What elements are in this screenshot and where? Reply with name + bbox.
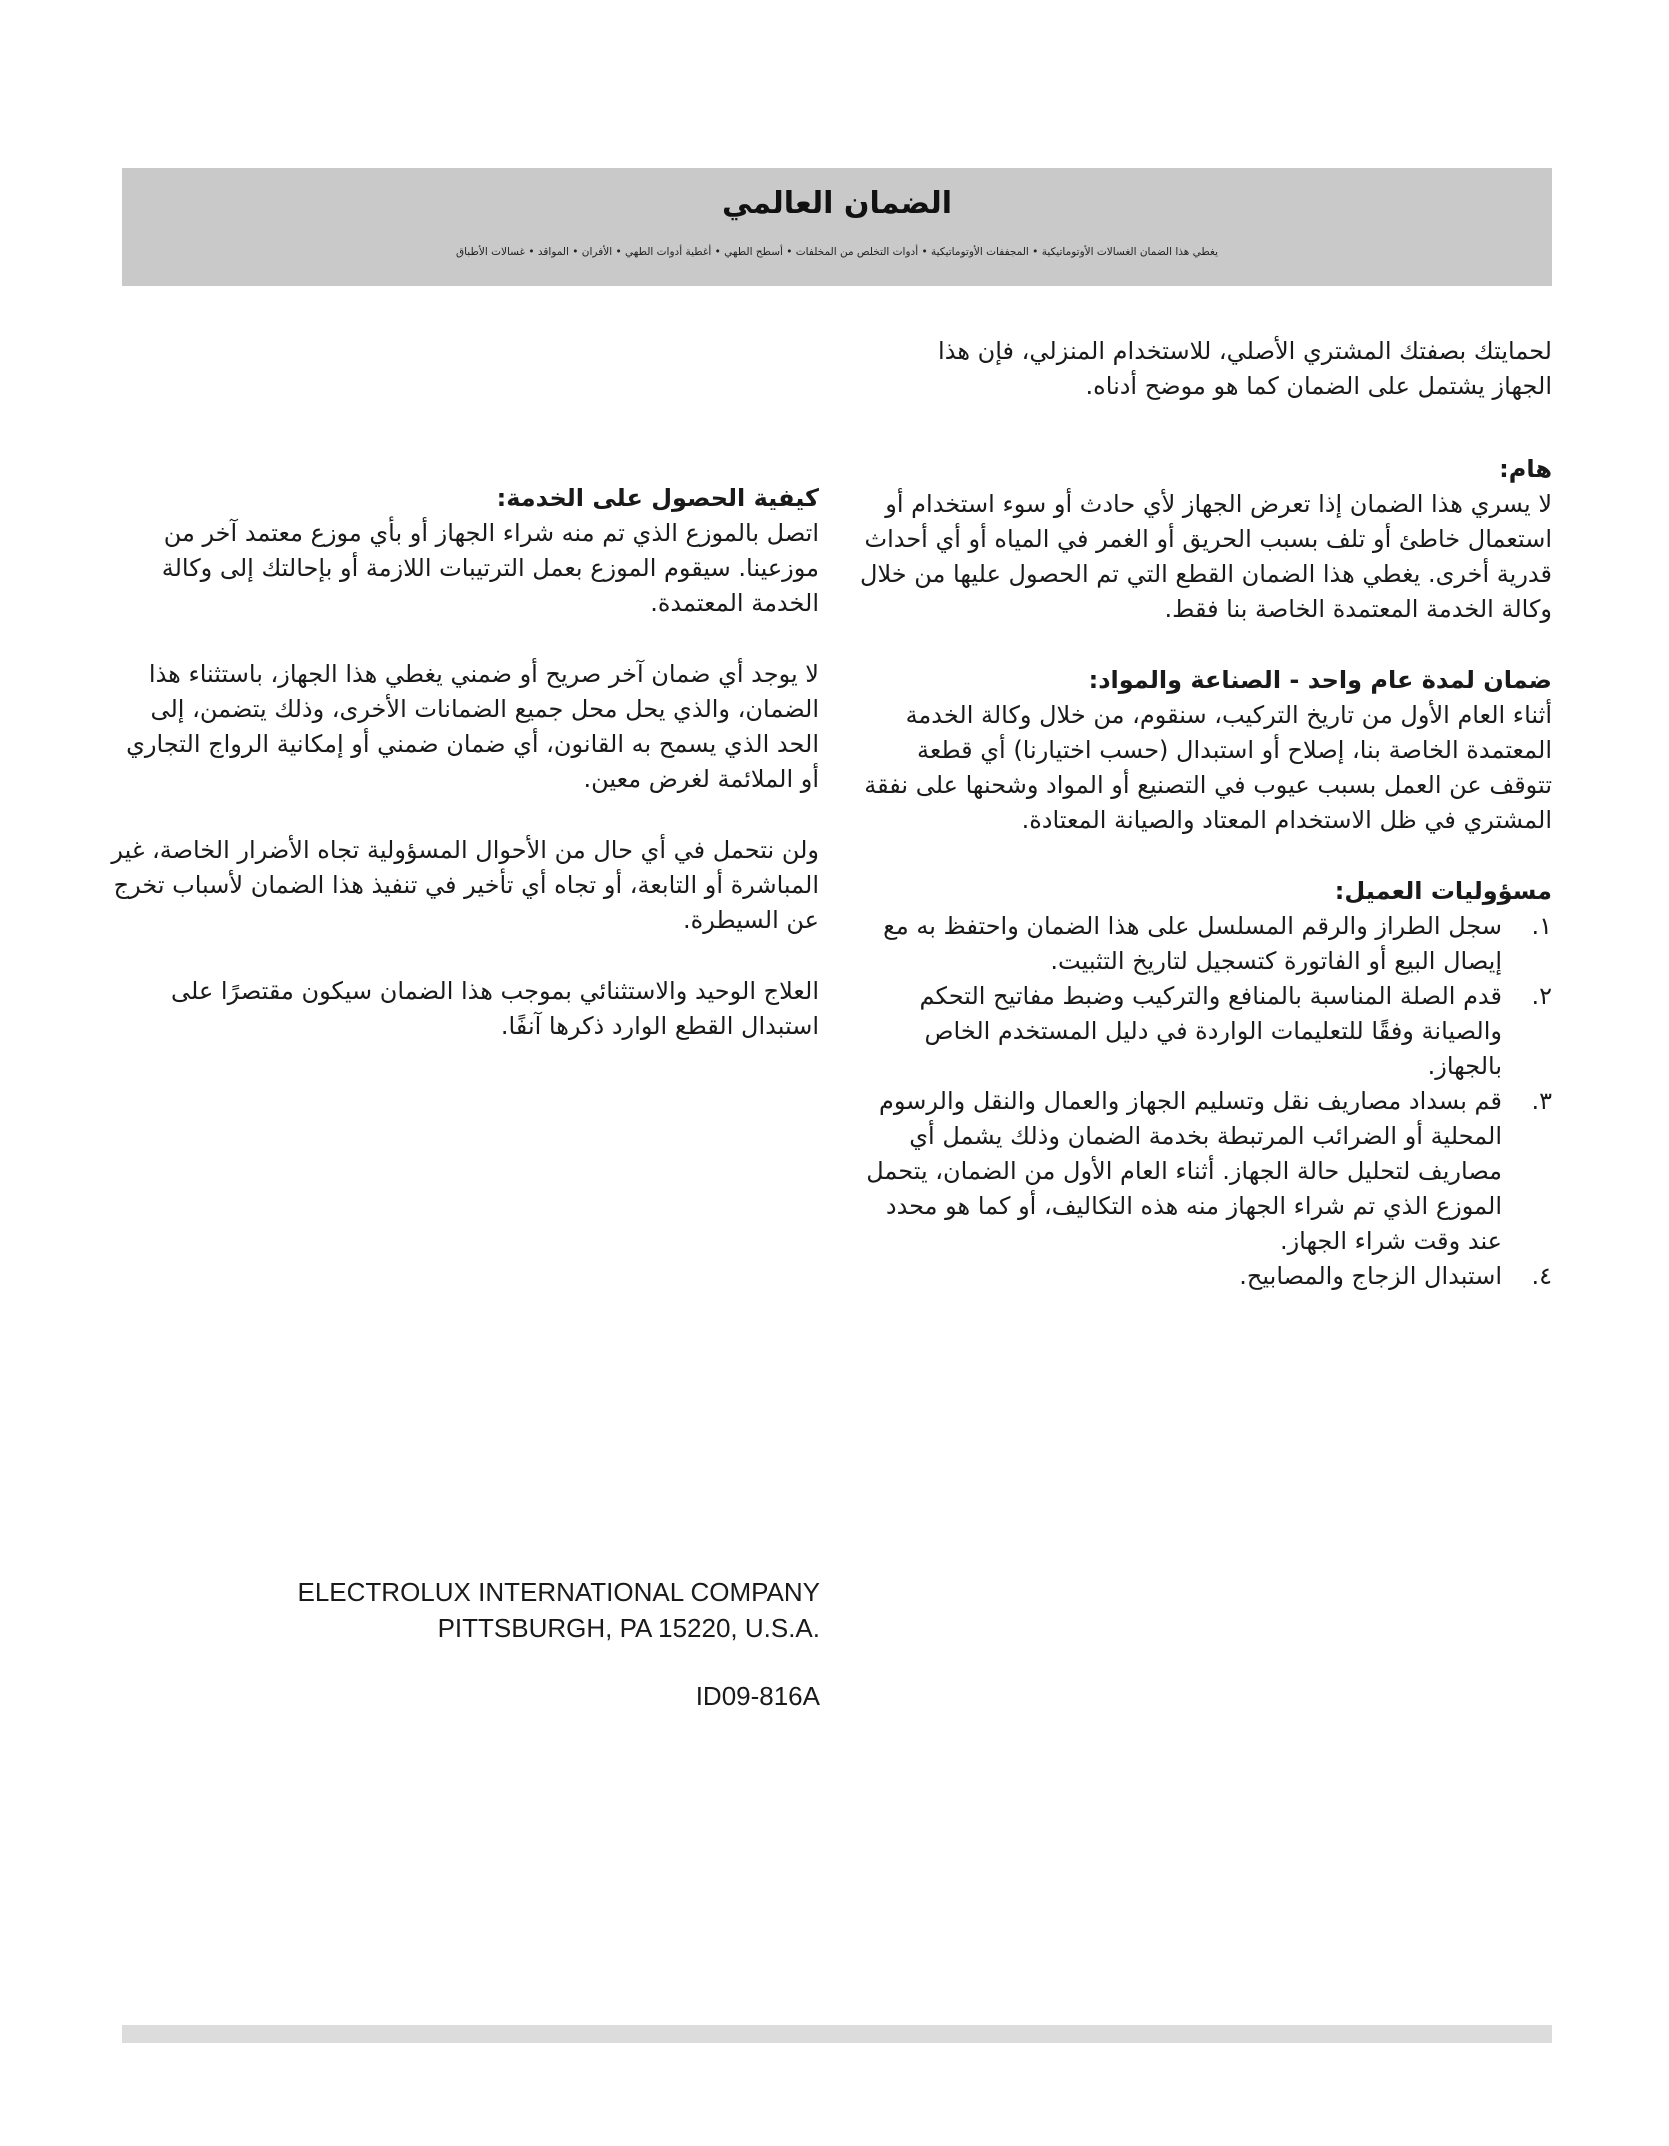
company-address <box>180 1574 820 1646</box>
no-other-warranty-body: لا يوجد أي ضمان آخر صريح أو ضمني يغطي هذا الجهاز، باستثناء هذا الضمان، والذي يحل محل جميع الضمانات الأخرى، وذلك يتضمن، إلى الحد الذي يسمح به القانون، أي ضمان ضمني أو إمكانية الرواج التجاري أو الملائمة لغرض معين. <box>126 660 819 793</box>
list-item-text: قدم الصلة المناسبة بالمنافع والتركيب وضبط مفاتيح التحكم والصيانة وفقًا للتعليمات الواردة في دليل المستخدم الخاص بالجهاز. <box>919 982 1502 1080</box>
list-item <box>852 1084 1552 1259</box>
list-item-number: ٢. <box>1531 982 1552 1010</box>
customer-responsibilities-section <box>852 874 1552 1294</box>
list-item <box>852 909 1552 979</box>
company-city: PITTSBURGH, PA 15220, U.S.A. <box>437 1613 820 1643</box>
liability-section <box>109 833 819 938</box>
no-other-warranty-section <box>109 657 819 797</box>
left-column <box>109 481 819 1080</box>
remedy-body: العلاج الوحيد والاستثنائي بموجب هذا الضمان سيكون مقتصرًا على استبدال القطع الوارد ذكرها آنفًا. <box>171 977 819 1040</box>
how-to-get-service-heading: كيفية الحصول على الخدمة: <box>496 484 819 512</box>
liability-body: ولن نتحمل في أي حال من الأحوال المسؤولية تجاه الأضرار الخاصة، غير المباشرة أو التابعة، أو تجاه أي تأخير في تنفيذ هذا الضمان لأسباب تخرج عن السيطرة. <box>111 836 819 934</box>
customer-responsibilities-heading: مسؤوليات العميل: <box>1334 877 1552 905</box>
intro-paragraph: لحمايتك بصفتك المشتري الأصلي، للاستخدام المنزلي، فإن هذا الجهاز يشتمل على الضمان كما هو موضح أدناه. <box>938 337 1552 400</box>
list-item-text: استبدال الزجاج والمصابيح. <box>1239 1262 1502 1290</box>
warranty-header-banner <box>122 168 1552 286</box>
how-to-get-service-body: اتصل بالموزع الذي تم منه شراء الجهاز أو بأي موزع معتمد آخر من موزعينا. سيقوم الموزع بعمل الترتيبات اللازمة أو بإحالتك إلى وكالة الخدمة المعتمدة. <box>161 519 819 617</box>
list-item-number: ٣. <box>1531 1087 1552 1115</box>
list-item-number: ١. <box>1531 912 1552 940</box>
responsibilities-list <box>852 909 1552 1294</box>
page-title: الضمان العالمي <box>721 186 952 221</box>
one-year-warranty-heading: ضمان لمدة عام واحد - الصناعة والمواد: <box>1088 666 1552 694</box>
company-name: ELECTROLUX INTERNATIONAL COMPANY <box>297 1577 820 1607</box>
coverage-subtitle: يغطي هذا الضمان الغسالات الأوتوماتيكية • المجففات الأوتوماتيكية • أدوات التخلص من المخلفات • أسطح الطهي • أغطية أدوات الطهي • الأفران • المواقد • غسالات الأطباق <box>455 246 1219 258</box>
list-item-number: ٤. <box>1531 1262 1552 1290</box>
footer-divider <box>122 2025 1552 2043</box>
list-item <box>852 979 1552 1084</box>
remedy-section <box>109 974 819 1044</box>
list-item-text: قم بسداد مصاريف نقل وتسليم الجهاز والعمال والنقل والرسوم المحلية أو الضرائب المرتبطة بخدمة الضمان وذلك يشمل أي مصاريف لتحليل حالة الجهاز. أثناء العام الأول من الضمان، يتحمل الموزع الذي تم شراء الجهاز منه هذه التكاليف، أو كما هو محدد عند وقت شراء الجهاز. <box>866 1087 1502 1255</box>
important-heading: هام: <box>1499 455 1552 483</box>
list-item-text: سجل الطراز والرقم المسلسل على هذا الضمان واحتفظ به مع إيصال البيع أو الفاتورة كتسجيل لتاريخ التثبيت. <box>883 912 1502 975</box>
document-id: ID09-816A <box>695 1681 820 1711</box>
how-to-get-service-section <box>109 481 819 621</box>
one-year-warranty-body: أثناء العام الأول من تاريخ التركيب، سنقوم، من خلال وكالة الخدمة المعتمدة الخاصة بنا، إصلاح أو استبدال (حسب اختيارنا) أي قطعة تتوقف عن العمل بسبب عيوب في التصنيع أو المواد وشحنها على نفقة المشتري في ظل الاستخدام المعتاد والصيانة المعتادة. <box>864 701 1552 834</box>
right-column <box>852 452 1552 1330</box>
important-body: لا يسري هذا الضمان إذا تعرض الجهاز لأي حادث أو سوء استخدام أو استعمال خاطئ أو تلف بسبب الحريق أو الغمر في المياه أو أي أحداث قدرية أخرى. يغطي هذا الضمان القطع التي تم الحصول عليها من خلال وكالة الخدمة المعتمدة الخاصة بنا فقط. <box>860 490 1552 623</box>
one-year-warranty-section <box>852 663 1552 838</box>
important-section <box>852 452 1552 627</box>
list-item <box>852 1259 1552 1294</box>
